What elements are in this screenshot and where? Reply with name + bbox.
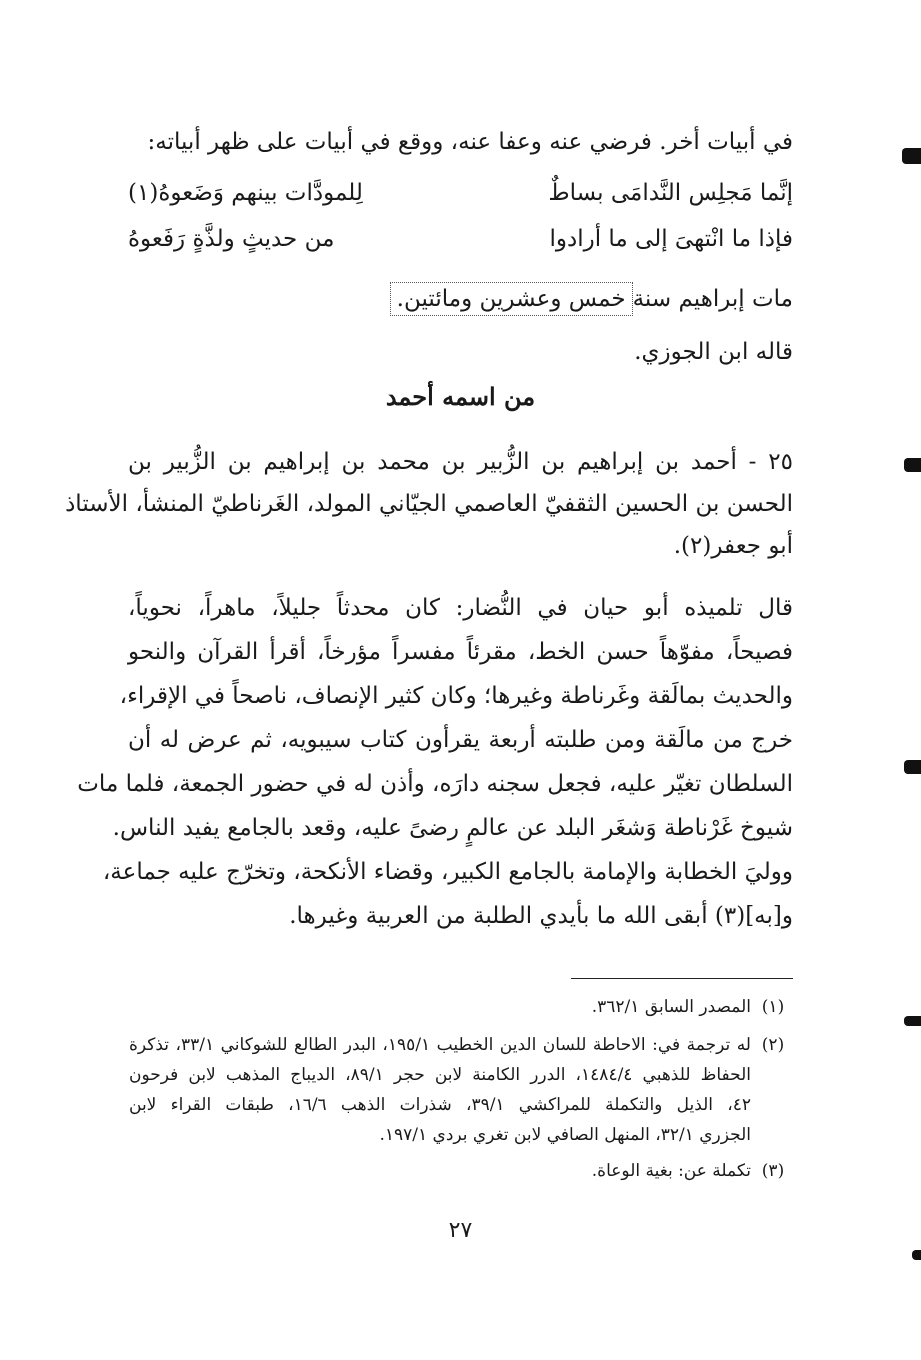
intro-line: في أبيات أخر. فرضي عنه وعفا عنه، ووقع في أبيات على ظهر أبياته: bbox=[147, 129, 793, 155]
footnote-line: الجزري ٣٢/١، المنهل الصافي لابن تغري بردي ١٩٧/١. bbox=[379, 1125, 751, 1145]
body-line: و[به](٣) أبقى الله ما بأيدي الطلبة من العربية وغيرها. bbox=[289, 903, 793, 929]
body-line: والحديث بمالَقة وغَرناطة وغيرها؛ وكان كثير الإنصاف، ناصحاً في الإقراء، bbox=[119, 683, 793, 709]
verse-hemistich-second: من حديثٍ ولذَّةٍ رَفَعوهُ bbox=[128, 226, 335, 252]
entry-line: ٢٥ - أحمد بن إبراهيم بن الزُّبير بن محمد بن إبراهيم بن الزُّبير بن bbox=[128, 449, 793, 475]
verse bbox=[128, 180, 793, 216]
page-number: ٢٧ bbox=[448, 1218, 473, 1243]
verse-hemistich-first: إنَّما مَجلِس النَّدامَى بساطٌ bbox=[548, 180, 793, 206]
footnote-line: له ترجمة في: الاحاطة للسان الدين الخطيب ١٩٥/١، البدر الطالع للشوكاني ٣٣/١، تذكرة bbox=[129, 1035, 751, 1055]
scan-mark bbox=[912, 1250, 921, 1260]
footnote bbox=[129, 1030, 791, 1154]
body-line: ووليَ الخطابة والإمامة بالجامع الكبير، وقضاء الأنكحة، وتخرّج عليه جماعة، bbox=[102, 859, 793, 885]
body-line: قال تلميذه أبو حيان في النُّضار: كان محدثاً جليلاً، ماهراً، نحوياً، bbox=[128, 595, 793, 621]
entry-line: الحسن بن الحسين الثقفيّ العاصمي الجيّاني المولد، الغَرناطيّ المنشأ، الأستاذ bbox=[65, 491, 793, 517]
footnote-line: تكملة عن: بغية الوعاة. bbox=[591, 1161, 751, 1181]
body-line: خرج من مالَقة ومن طلبته أربعة يقرأون كتاب سيبويه، ثم عرض له أن bbox=[128, 727, 793, 753]
verse-hemistich-first: فإذا ما انْتهىَ إلى ما أرادوا bbox=[549, 226, 793, 252]
footnote-number: (٢) bbox=[761, 1035, 785, 1055]
body-line: السلطان تغيّر عليه، فجعل سجنه دارَه، وأذن له في حضور الجمعة، فلما مات bbox=[77, 771, 793, 797]
footnote-line: الحفاظ للذهبي ١٤٨٤/٤، الدرر الكامنة لابن حجر ٨٩/١، الديباج المذهب لابن فرحون bbox=[129, 1065, 751, 1085]
footnote-line: المصدر السابق ٣٦٢/١. bbox=[591, 997, 751, 1017]
footnote-separator bbox=[571, 978, 793, 979]
scan-mark bbox=[904, 1016, 921, 1026]
body-line: فصيحاً، مفوّهاً حسن الخط، مقرئاً مفسراً مؤرخاً، أقرأ القرآن والنحو bbox=[128, 639, 793, 665]
footnote-number: (٣) bbox=[761, 1161, 785, 1181]
scan-mark bbox=[904, 760, 921, 774]
scan-mark bbox=[902, 148, 921, 164]
footnote-line: ٤٢، الذيل والتكملة للمراكشي ٣٩/١، شذرات الذهب ١٦/٦، طبقات القراء لابن bbox=[129, 1095, 751, 1115]
death-line bbox=[128, 282, 793, 316]
verse bbox=[128, 226, 793, 262]
entry-line: أبو جعفر(٢). bbox=[673, 533, 793, 559]
verse-hemistich-second: لِلمودَّات بينهم وَضَعوهُ(١) bbox=[128, 180, 363, 206]
death-line-prefix: مات إبراهيم سنة bbox=[632, 286, 793, 312]
footnote-number: (١) bbox=[761, 997, 785, 1017]
footnote bbox=[129, 992, 791, 1022]
footnote bbox=[129, 1156, 791, 1186]
death-year-box: خمس وعشرين ومائتين. bbox=[390, 282, 633, 316]
source-line: قاله ابن الجوزي. bbox=[634, 339, 793, 365]
scan-mark bbox=[904, 458, 921, 472]
section-heading: من اسمه أحمد bbox=[385, 382, 536, 411]
body-line: شيوخ غَرْناطة وَشغَر البلد عن عالمٍ رضىً عليه، وقعد بالجامع يفيد الناس. bbox=[112, 815, 793, 841]
